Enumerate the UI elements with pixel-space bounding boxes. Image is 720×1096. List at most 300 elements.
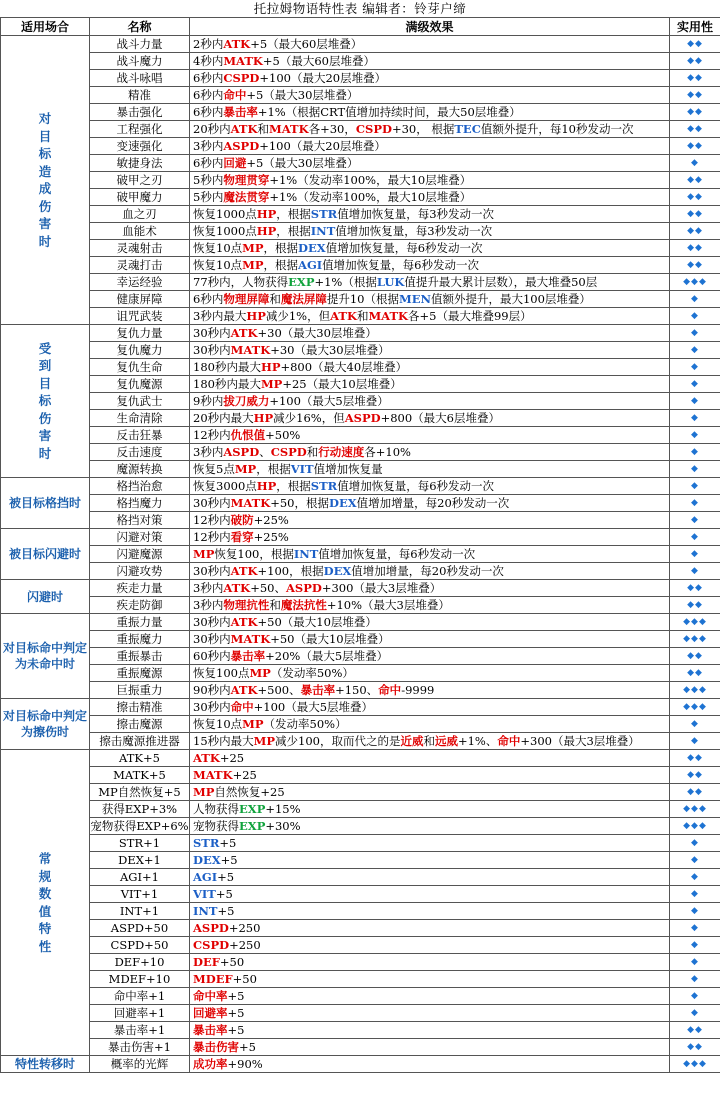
stat-keyword: MP bbox=[249, 666, 271, 680]
trait-effect bbox=[190, 954, 670, 971]
trait-effect bbox=[190, 53, 670, 70]
usefulness-rating: ◆◆◆ bbox=[670, 614, 720, 631]
trait-name: 破甲之刃 bbox=[90, 172, 190, 189]
trait-row bbox=[1, 461, 720, 478]
trait-effect bbox=[190, 665, 670, 682]
trait-name: 概率的光辉 bbox=[90, 1056, 190, 1073]
usefulness-rating: ◆ bbox=[670, 376, 720, 393]
trait-effect bbox=[190, 529, 670, 546]
usefulness-rating: ◆ bbox=[670, 478, 720, 495]
effect-text: +25 bbox=[232, 768, 257, 782]
stat-keyword: LUK bbox=[376, 275, 405, 289]
trait-effect bbox=[190, 563, 670, 580]
effect-text: +150、 bbox=[335, 683, 379, 697]
trait-name: 反击速度 bbox=[90, 444, 190, 461]
effect-text: 恢复100，根据 bbox=[214, 547, 294, 561]
usefulness-rating: ◆◆ bbox=[670, 104, 720, 121]
effect-text: 30秒内 bbox=[193, 564, 231, 578]
stat-keyword: ATK bbox=[230, 564, 258, 578]
effect-text: 180秒内最大 bbox=[193, 377, 261, 391]
trait-effect bbox=[190, 869, 670, 886]
trait-effect bbox=[190, 444, 670, 461]
effect-text: +5 bbox=[227, 989, 245, 1003]
effect-text: +100（最大5层堆叠） bbox=[269, 394, 389, 408]
effect-text: -9999 bbox=[401, 683, 435, 697]
stat-keyword: MATK bbox=[269, 122, 309, 136]
stat-keyword: MEN bbox=[398, 292, 431, 306]
trait-name: 疾走力量 bbox=[90, 580, 190, 597]
effect-text: 9秒内 bbox=[193, 394, 224, 408]
effect-text: ，根据 bbox=[263, 258, 299, 272]
trait-effect bbox=[190, 257, 670, 274]
trait-row bbox=[1, 546, 720, 563]
trait-name: STR+1 bbox=[90, 835, 190, 852]
trait-row bbox=[1, 223, 720, 240]
trait-effect bbox=[190, 614, 670, 631]
usefulness-rating: ◆ bbox=[670, 716, 720, 733]
trait-name: 重振魔源 bbox=[90, 665, 190, 682]
stat-keyword: HP bbox=[260, 360, 281, 374]
usefulness-rating: ◆ bbox=[670, 835, 720, 852]
usefulness-rating: ◆◆◆ bbox=[670, 682, 720, 699]
trait-row bbox=[1, 818, 720, 835]
effect-text: +25 bbox=[219, 751, 245, 765]
effect-text: 和 bbox=[257, 122, 269, 136]
trait-effect bbox=[190, 376, 670, 393]
trait-name: 宠物获得EXP+6% bbox=[90, 819, 189, 833]
effect-text: 各+10% bbox=[364, 445, 411, 459]
effect-text: +50% bbox=[265, 428, 301, 442]
trait-name: 获得EXP+3% bbox=[90, 801, 190, 818]
effect-text: 30秒内 bbox=[193, 632, 231, 646]
stat-keyword: CSPD bbox=[270, 445, 307, 459]
effect-text: 、 bbox=[259, 445, 271, 459]
stat-keyword: 物理抗性 bbox=[223, 598, 270, 612]
effect-text: +5 bbox=[227, 1023, 245, 1037]
trait-name: 战斗魔力 bbox=[90, 53, 190, 70]
occasion-group-label: 常 规 数 值 特 性 bbox=[1, 750, 90, 1056]
trait-name: 血之刃 bbox=[90, 206, 190, 223]
trait-row bbox=[1, 767, 720, 784]
stat-keyword: ATK bbox=[223, 37, 251, 51]
trait-name: 暴击率+1 bbox=[90, 1022, 190, 1039]
stat-keyword: 魔法贯穿 bbox=[223, 190, 270, 204]
usefulness-rating: ◆ bbox=[670, 427, 720, 444]
effect-text: +250 bbox=[228, 921, 261, 935]
trait-name: 重振魔力 bbox=[90, 631, 190, 648]
trait-row bbox=[1, 529, 720, 546]
trait-name: 重振力量 bbox=[90, 614, 190, 631]
effect-text: 自然恢复+25 bbox=[214, 785, 285, 799]
trait-name: CSPD+50 bbox=[90, 937, 190, 954]
effect-text: 值增加增量，每20秒发动一次 bbox=[356, 496, 510, 510]
trait-row bbox=[1, 155, 720, 172]
effect-text: 值增加恢复量 bbox=[313, 462, 383, 476]
trait-effect bbox=[190, 784, 670, 801]
effect-text: 和 bbox=[423, 734, 435, 748]
effect-text: +30（最大30层堆叠） bbox=[257, 326, 377, 340]
effect-text: +1%、 bbox=[457, 734, 498, 748]
effect-text: （发动率50%） bbox=[270, 666, 354, 680]
trait-row bbox=[1, 869, 720, 886]
trait-effect bbox=[190, 1056, 670, 1073]
trait-row bbox=[1, 920, 720, 937]
usefulness-rating: ◆ bbox=[670, 988, 720, 1005]
stat-keyword: MATK bbox=[230, 496, 271, 510]
trait-name: 战斗力量 bbox=[90, 36, 190, 53]
effect-text: +1%（根据CRT值增加持续时间，最大50层堆叠） bbox=[257, 105, 521, 119]
trait-row bbox=[1, 393, 720, 410]
effect-text: 值增加恢复量，每6秒发动一次 bbox=[337, 479, 495, 493]
trait-name: INT+1 bbox=[90, 903, 190, 920]
trait-name: DEX+1 bbox=[90, 852, 190, 869]
trait-name: MATK+5 bbox=[90, 767, 190, 784]
trait-name: 战斗咏唱 bbox=[90, 70, 190, 87]
stat-keyword: DEF bbox=[193, 955, 220, 969]
stat-keyword: VIT bbox=[290, 462, 314, 476]
usefulness-rating: ◆ bbox=[670, 529, 720, 546]
trait-effect bbox=[190, 716, 670, 733]
effect-text: ，根据 bbox=[276, 224, 311, 238]
effect-text: 值增加恢复量，每3秒发动一次 bbox=[337, 207, 495, 221]
effect-text: +300（最大3层堆叠） bbox=[321, 581, 442, 595]
stat-keyword: 魔法屏障 bbox=[280, 292, 327, 306]
trait-name: 复仇魔源 bbox=[90, 376, 190, 393]
trait-row bbox=[1, 478, 720, 495]
sheet-title: 托拉姆物语特性表 编辑者：铃芽户缔 bbox=[0, 0, 720, 18]
trait-effect bbox=[190, 597, 670, 614]
effect-text: +30% bbox=[265, 819, 301, 833]
effect-text: 恢复10点 bbox=[193, 241, 243, 255]
trait-row bbox=[1, 1056, 720, 1073]
effect-text: +25（最大10层堆叠） bbox=[282, 377, 402, 391]
effect-text: 30秒内 bbox=[193, 496, 231, 510]
trait-row bbox=[1, 359, 720, 376]
trait-name: VIT+1 bbox=[90, 886, 190, 903]
trait-effect bbox=[190, 818, 670, 835]
trait-row bbox=[1, 104, 720, 121]
trait-row bbox=[1, 206, 720, 223]
trait-row bbox=[1, 308, 720, 325]
trait-name: 诅咒武装 bbox=[90, 308, 190, 325]
effect-text: 恢复10点 bbox=[193, 717, 243, 731]
effect-text: +5（最大30层堆叠） bbox=[246, 156, 359, 170]
trait-effect bbox=[190, 767, 670, 784]
usefulness-rating: ◆◆ bbox=[670, 580, 720, 597]
usefulness-rating: ◆◆ bbox=[670, 665, 720, 682]
stat-keyword: MATK bbox=[230, 632, 271, 646]
trait-rows bbox=[1, 36, 720, 1073]
effect-text: +250 bbox=[229, 938, 261, 952]
trait-row bbox=[1, 750, 720, 767]
stat-keyword: MP bbox=[193, 785, 215, 799]
stat-keyword: ASPD bbox=[223, 445, 260, 459]
usefulness-rating: ◆◆ bbox=[670, 223, 720, 240]
effect-text: +5 bbox=[217, 870, 235, 884]
stat-keyword: INT bbox=[193, 904, 218, 918]
trait-effect bbox=[190, 342, 670, 359]
occasion-group-label: 受 到 目 标 伤 害 时 bbox=[1, 325, 90, 478]
effect-text: +5 bbox=[220, 853, 238, 867]
stat-keyword: VIT bbox=[193, 887, 216, 901]
trait-row bbox=[1, 648, 720, 665]
trait-row bbox=[1, 971, 720, 988]
trait-name: 闪避攻势 bbox=[90, 563, 190, 580]
effect-text: +50，根据 bbox=[270, 496, 329, 510]
trait-name: 格挡对策 bbox=[90, 512, 190, 529]
effect-text: 6秒内 bbox=[193, 105, 224, 119]
usefulness-rating: ◆◆ bbox=[670, 172, 720, 189]
occasion-group-label: 对目标命中判定为擦伤时 bbox=[1, 699, 90, 750]
effect-text: +50 bbox=[219, 955, 245, 969]
usefulness-rating: ◆◆ bbox=[670, 206, 720, 223]
usefulness-rating: ◆◆ bbox=[670, 1039, 720, 1056]
occasion-group-label: 闪避时 bbox=[1, 580, 90, 614]
stat-keyword: 命中 bbox=[223, 88, 247, 102]
stat-keyword: CSPD bbox=[355, 122, 392, 136]
usefulness-rating: ◆ bbox=[670, 308, 720, 325]
trait-effect bbox=[190, 36, 670, 53]
stat-keyword: EXP bbox=[239, 802, 266, 816]
trait-effect bbox=[190, 393, 670, 410]
stat-keyword: HP bbox=[256, 224, 277, 238]
usefulness-rating: ◆ bbox=[670, 155, 720, 172]
effect-text: 和 bbox=[269, 598, 281, 612]
trait-effect bbox=[190, 461, 670, 478]
trait-row bbox=[1, 172, 720, 189]
effect-text: +1%（发动率100%，最大10层堆叠） bbox=[269, 190, 472, 204]
trait-row bbox=[1, 1022, 720, 1039]
effect-text: 5秒内 bbox=[193, 190, 224, 204]
effect-text: 5秒内 bbox=[193, 173, 224, 187]
effect-text: 3秒内 bbox=[193, 581, 224, 595]
trait-row bbox=[1, 716, 720, 733]
trait-effect bbox=[190, 359, 670, 376]
usefulness-rating: ◆ bbox=[670, 563, 720, 580]
trait-effect bbox=[190, 478, 670, 495]
effect-text: 恢复1000点 bbox=[193, 224, 257, 238]
usefulness-rating: ◆ bbox=[670, 410, 720, 427]
trait-name: 复仇力量 bbox=[90, 325, 190, 342]
usefulness-rating: ◆◆ bbox=[670, 257, 720, 274]
stat-keyword: MP bbox=[242, 241, 264, 255]
effect-text: +5（最大60层堆叠） bbox=[250, 37, 363, 51]
trait-effect bbox=[190, 750, 670, 767]
trait-row bbox=[1, 138, 720, 155]
trait-row bbox=[1, 631, 720, 648]
stat-keyword: ASPD bbox=[344, 411, 381, 425]
effect-text: +5（最大30层堆叠） bbox=[246, 88, 359, 102]
trait-name: 健康屏障 bbox=[90, 291, 190, 308]
usefulness-rating: ◆◆ bbox=[670, 87, 720, 104]
usefulness-rating: ◆ bbox=[670, 852, 720, 869]
stat-keyword: AGI bbox=[298, 258, 323, 272]
trait-effect bbox=[190, 291, 670, 308]
stat-keyword: 命中 bbox=[497, 734, 521, 748]
trait-name: MDEF+10 bbox=[90, 971, 190, 988]
stat-keyword: 破防 bbox=[230, 513, 254, 527]
effect-text: 30秒内 bbox=[193, 615, 231, 629]
effect-text: +50 bbox=[232, 972, 257, 986]
effect-text: 宠物获得 bbox=[193, 819, 239, 833]
trait-name: 变速强化 bbox=[90, 138, 190, 155]
effect-text: 恢复5点 bbox=[193, 462, 235, 476]
occasion-group-label: 对目标命中判定为未命中时 bbox=[1, 614, 90, 699]
effect-text: +50、 bbox=[250, 581, 286, 595]
effect-text: 和 bbox=[306, 445, 319, 459]
trait-name: 生命清除 bbox=[90, 410, 190, 427]
usefulness-rating: ◆◆ bbox=[670, 70, 720, 87]
trait-effect bbox=[190, 87, 670, 104]
trait-name: MP自然恢复+5 bbox=[90, 784, 190, 801]
trait-row bbox=[1, 444, 720, 461]
effect-text: 提升10（根据 bbox=[326, 292, 399, 306]
trait-table bbox=[0, 17, 720, 1073]
stat-keyword: 命中 bbox=[378, 683, 402, 697]
usefulness-rating: ◆◆◆ bbox=[670, 274, 720, 291]
trait-effect bbox=[190, 121, 670, 138]
effect-text: 值增加恢复量，每6秒发动一次 bbox=[322, 258, 479, 272]
effect-text: +15% bbox=[265, 802, 301, 816]
effect-text: 3秒内 bbox=[193, 598, 224, 612]
trait-name: 灵魂打击 bbox=[90, 257, 190, 274]
usefulness-rating: ◆◆◆ bbox=[670, 631, 720, 648]
stat-keyword: 远威 bbox=[434, 734, 458, 748]
effect-text: 20秒内 bbox=[193, 122, 231, 136]
effect-text: 值增加恢复量，每6秒发动一次 bbox=[318, 547, 476, 561]
effect-text: +25% bbox=[253, 513, 289, 527]
trait-row bbox=[1, 512, 720, 529]
usefulness-rating: ◆◆ bbox=[670, 784, 720, 801]
trait-effect bbox=[190, 682, 670, 699]
effect-text: +5 bbox=[219, 836, 237, 850]
usefulness-rating: ◆◆ bbox=[670, 189, 720, 206]
trait-effect bbox=[190, 852, 670, 869]
effect-text: 12秒内 bbox=[193, 513, 231, 527]
effect-text: 30秒内 bbox=[193, 700, 231, 714]
stat-keyword: 暴击率 bbox=[230, 649, 266, 663]
stat-keyword: 暴击率 bbox=[300, 683, 336, 697]
stat-keyword: ATK bbox=[193, 751, 220, 765]
trait-row bbox=[1, 903, 720, 920]
effect-text: 各+5（最大堆叠99层） bbox=[408, 309, 532, 323]
stat-keyword: EXP bbox=[239, 819, 266, 833]
trait-effect bbox=[190, 138, 670, 155]
trait-name: 格挡治愈 bbox=[90, 478, 190, 495]
trait-name: 复仇武士 bbox=[90, 393, 190, 410]
trait-row bbox=[1, 121, 720, 138]
trait-effect bbox=[190, 308, 670, 325]
usefulness-rating: ◆ bbox=[670, 954, 720, 971]
stat-keyword: MP bbox=[253, 734, 276, 748]
effect-text: +500、 bbox=[257, 683, 301, 697]
trait-name: 精准 bbox=[90, 87, 190, 104]
trait-name: 巨振重力 bbox=[90, 682, 190, 699]
trait-name: 擦击魔源推进器 bbox=[90, 733, 190, 750]
effect-text: ，根据 bbox=[256, 462, 291, 476]
stat-keyword: HP bbox=[256, 207, 277, 221]
effect-text: +5 bbox=[215, 887, 233, 901]
trait-row bbox=[1, 699, 720, 716]
trait-effect bbox=[190, 1022, 670, 1039]
stat-keyword: STR bbox=[193, 836, 220, 850]
effect-text: +1%（发动率100%，最大10层堆叠） bbox=[269, 173, 472, 187]
effect-text: 减少16%，但 bbox=[273, 411, 345, 425]
stat-keyword: ATK bbox=[230, 615, 258, 629]
stat-keyword: MATK bbox=[368, 309, 409, 323]
trait-name: 暴击强化 bbox=[90, 104, 190, 121]
stat-keyword: 物理贯穿 bbox=[223, 173, 270, 187]
usefulness-rating: ◆ bbox=[670, 512, 720, 529]
trait-name: 重振暴击 bbox=[90, 648, 190, 665]
stat-keyword: ATK bbox=[330, 309, 357, 323]
stat-keyword: STR bbox=[310, 479, 338, 493]
effect-text: +10%（最大3层堆叠） bbox=[326, 598, 450, 612]
effect-text: +300（最大3层堆叠） bbox=[520, 734, 640, 748]
usefulness-rating: ◆ bbox=[670, 903, 720, 920]
occasion-group-label: 特性转移时 bbox=[1, 1056, 90, 1073]
trait-effect bbox=[190, 206, 670, 223]
trait-name: 血能术 bbox=[90, 223, 190, 240]
trait-effect bbox=[190, 240, 670, 257]
trait-row bbox=[1, 70, 720, 87]
stat-keyword: 拔刀威力 bbox=[223, 394, 270, 408]
header-occasion: 适用场合 bbox=[1, 18, 90, 36]
stat-keyword: MATK bbox=[223, 54, 263, 68]
effect-text: 3秒内最大 bbox=[193, 309, 247, 323]
stat-keyword: 暴击率 bbox=[193, 1023, 228, 1037]
trait-name: 复仇魔力 bbox=[90, 342, 190, 359]
effect-text: ，根据 bbox=[276, 207, 311, 221]
stat-keyword: AGI bbox=[193, 870, 218, 884]
stat-keyword: ATK bbox=[223, 581, 251, 595]
trait-row bbox=[1, 427, 720, 444]
trait-row bbox=[1, 495, 720, 512]
effect-text: 12秒内 bbox=[193, 428, 231, 442]
trait-row bbox=[1, 937, 720, 954]
usefulness-rating: ◆ bbox=[670, 971, 720, 988]
usefulness-rating: ◆◆ bbox=[670, 121, 720, 138]
trait-row bbox=[1, 886, 720, 903]
usefulness-rating: ◆ bbox=[670, 393, 720, 410]
trait-row bbox=[1, 784, 720, 801]
stat-keyword: HP bbox=[253, 411, 274, 425]
trait-row bbox=[1, 954, 720, 971]
trait-row bbox=[1, 189, 720, 206]
occasion-group-label: 被目标格挡时 bbox=[1, 478, 90, 529]
occasion-group-label: 被目标闪避时 bbox=[1, 529, 90, 580]
effect-text: +5 bbox=[227, 1006, 245, 1020]
effect-text: 3秒内 bbox=[193, 139, 224, 153]
trait-row bbox=[1, 614, 720, 631]
effect-text: 各+30， bbox=[308, 122, 356, 136]
effect-text: +800（最大6层堆叠） bbox=[380, 411, 500, 425]
usefulness-rating: ◆◆ bbox=[670, 138, 720, 155]
effect-text: +100（最大20层堆叠） bbox=[259, 71, 387, 85]
effect-text: 恢复1000点 bbox=[193, 207, 257, 221]
effect-text: 90秒内 bbox=[193, 683, 231, 697]
effect-text: ，根据 bbox=[276, 479, 311, 493]
stat-keyword: HP bbox=[256, 479, 277, 493]
usefulness-rating: ◆◆◆ bbox=[670, 818, 720, 835]
usefulness-rating: ◆ bbox=[670, 359, 720, 376]
trait-row bbox=[1, 682, 720, 699]
stat-keyword: INT bbox=[310, 224, 336, 238]
trait-row bbox=[1, 801, 720, 818]
effect-text: 和 bbox=[269, 292, 281, 306]
usefulness-rating: ◆ bbox=[670, 495, 720, 512]
stat-keyword: ATK bbox=[230, 122, 258, 136]
